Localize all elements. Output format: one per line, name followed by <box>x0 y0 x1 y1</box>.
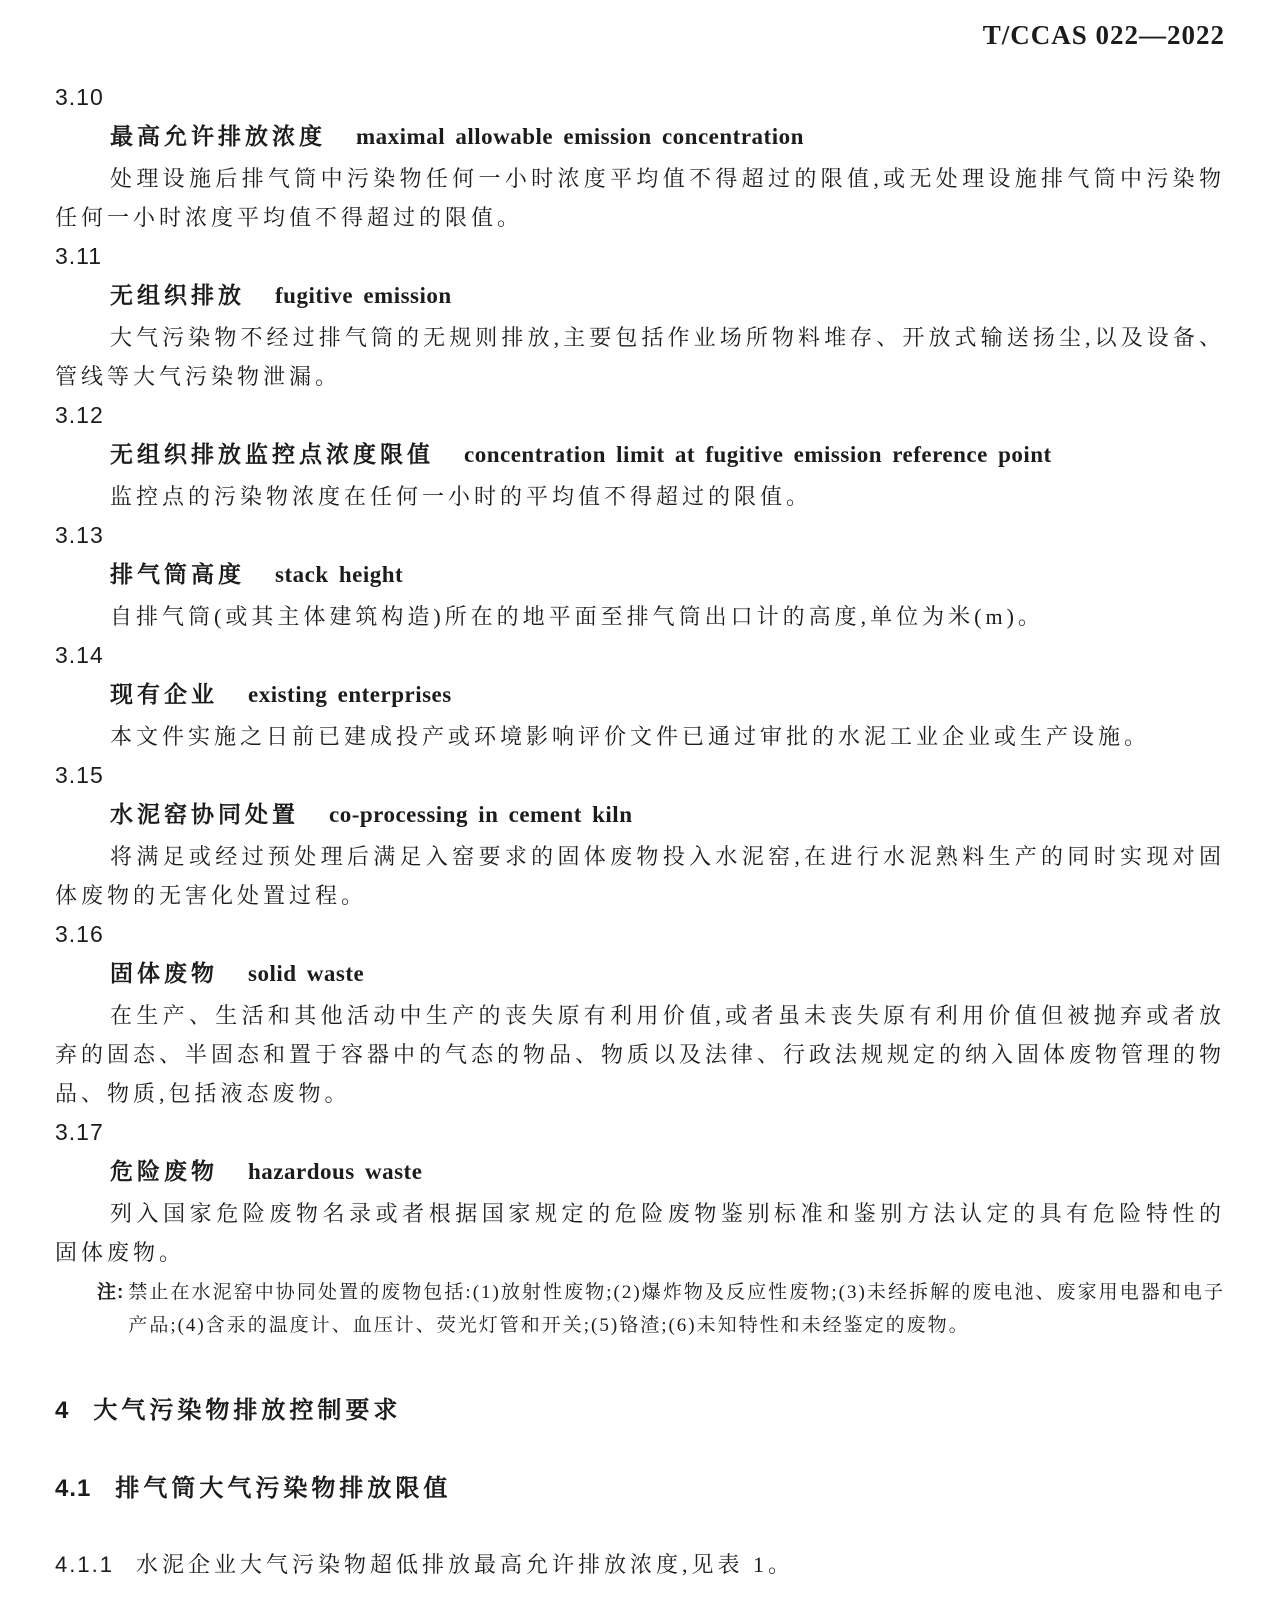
definition-section-3-10 <box>55 78 1225 237</box>
definition-paragraph: 监控点的污染物浓度在任何一小时的平均值不得超过的限值。 <box>110 484 813 509</box>
term-zh: 固体废物 <box>110 960 218 986</box>
section-number: 3.10 <box>55 84 104 110</box>
definition-paragraph: 自排气筒(或其主体建筑构造)所在的地平面至排气筒出口计的高度,单位为米(m)。 <box>110 604 1044 629</box>
term-en: fugitive emission <box>275 283 452 308</box>
clause-4-1-heading <box>55 1472 1225 1506</box>
definition-paragraph: 处理设施后排气筒中污染物任何一小时浓度平均值不得超过的限值,或无处理设施排气筒中污染物任何一小时浓度平均值不得超过的限值。 <box>55 166 1225 230</box>
term-zh: 最高允许排放浓度 <box>110 123 326 149</box>
note-text: 禁止在水泥窑中协同处置的废物包括:(1)放射性废物;(2)爆炸物及反应性废物;(3)未经拆解的废电池、废家用电器和电子产品;(4)含汞的温度计、血压计、荧光灯管和开关;(5)铬渣;(6)未知特性和未经鉴定的废物。 <box>128 1282 1225 1336</box>
clause-number: 4.1.1 <box>55 1552 114 1577</box>
term-zh: 无组织排放 <box>110 282 245 308</box>
clause-4-heading <box>55 1394 1225 1428</box>
section-number: 3.17 <box>55 1119 104 1145</box>
term-line <box>55 1152 1225 1194</box>
term-line <box>55 675 1225 717</box>
term-zh: 现有企业 <box>110 681 218 707</box>
clause-title: 大气污染物排放控制要求 <box>93 1397 402 1424</box>
clause-number: 4 <box>55 1397 70 1424</box>
definition-section-3-12 <box>55 396 1225 516</box>
term-zh: 排气筒高度 <box>110 561 245 587</box>
term-line <box>55 795 1225 837</box>
note-block <box>97 1276 1225 1342</box>
clause-body: 水泥企业大气污染物超低排放最高允许排放浓度,见表 1。 <box>135 1552 794 1577</box>
note-label: 注: <box>97 1282 125 1303</box>
term-line <box>55 435 1225 477</box>
section-number: 3.11 <box>55 243 103 269</box>
definition-section-3-11 <box>55 237 1225 396</box>
term-en: co-processing in cement kiln <box>329 802 633 827</box>
term-en: maximal allowable emission concentration <box>356 124 804 149</box>
definition-section-3-16 <box>55 915 1225 1113</box>
clause-number: 4.1 <box>55 1475 92 1502</box>
definition-section-3-13 <box>55 516 1225 636</box>
section-number: 3.14 <box>55 642 104 668</box>
definition-paragraph: 在生产、生活和其他活动中生产的丧失原有利用价值,或者虽未丧失原有利用价值但被抛弃或者放弃的固态、半固态和置于容器中的气态的物品、物质以及法律、行政法规规定的纳入固体废物管理的物品、物质,包括液态废物。 <box>55 1003 1226 1106</box>
term-line <box>55 117 1225 159</box>
definition-paragraph: 本文件实施之日前已建成投产或环境影响评价文件已通过审批的水泥工业企业或生产设施。 <box>110 724 1151 749</box>
term-en: solid waste <box>248 961 365 986</box>
section-number: 3.16 <box>55 921 104 947</box>
section-number: 3.15 <box>55 762 104 788</box>
term-en: hazardous waste <box>248 1159 423 1184</box>
definition-paragraph: 大气污染物不经过排气筒的无规则排放,主要包括作业场所物料堆存、开放式输送扬尘,以及设备、管线等大气污染物泄漏。 <box>55 325 1225 389</box>
clause-title: 排气筒大气污染物排放限值 <box>115 1475 452 1502</box>
term-line <box>55 555 1225 597</box>
section-number: 3.13 <box>55 522 104 548</box>
term-line <box>55 954 1225 996</box>
term-zh: 危险废物 <box>110 1158 218 1184</box>
term-en: concentration limit at fugitive emission reference point <box>464 442 1052 467</box>
term-en: stack height <box>275 562 404 587</box>
term-line <box>55 276 1225 318</box>
term-zh: 水泥窑协同处置 <box>110 801 299 827</box>
definition-paragraph: 将满足或经过预处理后满足入窑要求的固体废物投入水泥窑,在进行水泥熟料生产的同时实现对固体废物的无害化处置过程。 <box>55 844 1225 908</box>
term-en: existing enterprises <box>248 682 452 707</box>
doc-number-header: T/CCAS 022—2022 <box>982 20 1225 50</box>
term-zh: 无组织排放监控点浓度限值 <box>110 441 434 467</box>
definition-paragraph: 列入国家危险废物名录或者根据国家规定的危险废物鉴别标准和鉴别方法认定的具有危险特性的固体废物。 <box>55 1201 1225 1265</box>
section-number: 3.12 <box>55 402 104 428</box>
definition-section-3-15 <box>55 756 1225 915</box>
definition-section-3-17 <box>55 1113 1225 1272</box>
clause-4-1-1-text <box>55 1548 1225 1582</box>
definition-section-3-14 <box>55 636 1225 756</box>
